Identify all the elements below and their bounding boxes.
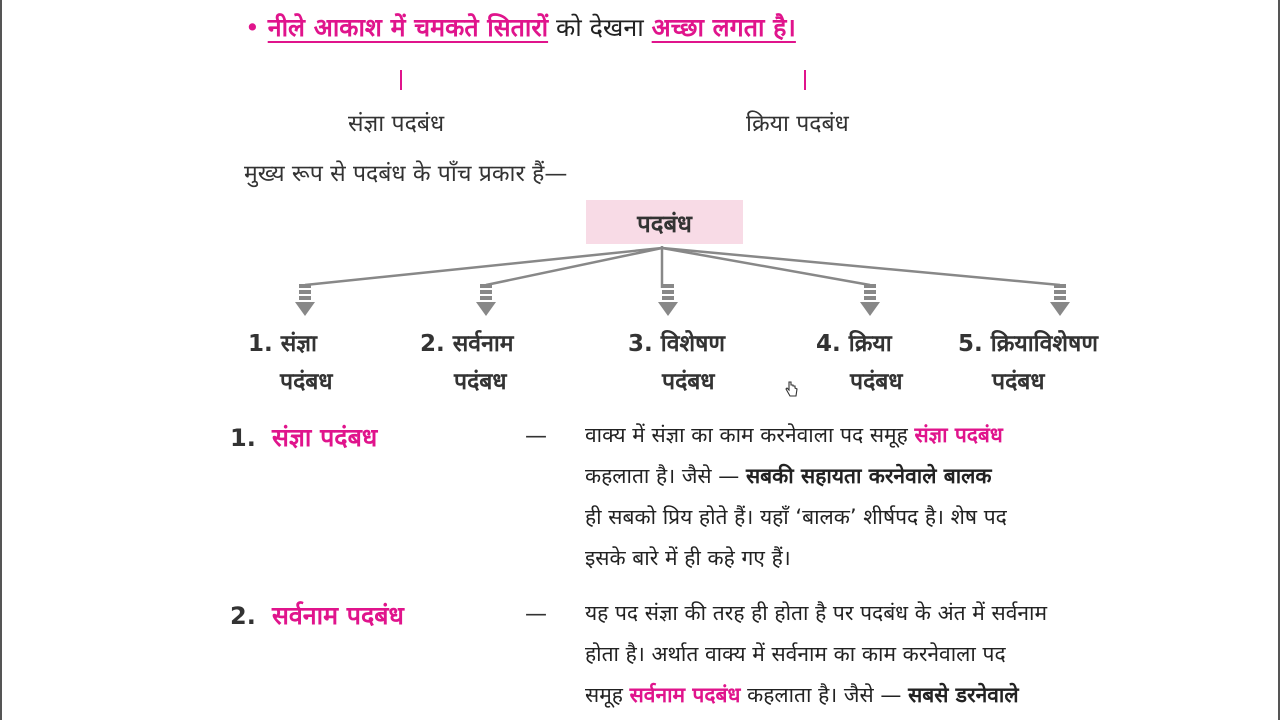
section-1-number: 1. (230, 424, 256, 452)
noun-phrase-label: संज्ञा पदबंध (348, 111, 445, 137)
branch-verb-line2: पदंबध (850, 369, 903, 395)
branch-noun-line2: पदंबध (280, 369, 333, 395)
pronoun-phrase-term: सर्वनाम पदबंध (629, 683, 741, 707)
branch-adverb-line1: 5. क्रियाविशेषण (958, 331, 1098, 357)
branch-adverb (958, 326, 1098, 396)
section-2-line-3: समूह सर्वनाम पदबंध कहलाता है। जैसे — सबसे डरनेवाले (585, 683, 1019, 707)
bullet: • (245, 13, 260, 42)
branch-adjective-line1: 3. विशेषण (628, 331, 726, 357)
section-1-description (585, 415, 1153, 579)
section-1-line-3: ही सबको प्रिय होते हैं। यहाँ ‘बालक’ शीर्षपद है। शेष पद (585, 505, 1007, 529)
branch-adjective (628, 326, 725, 396)
section-2-description (585, 593, 1153, 716)
section-1-line-2: कहलाता है। जैसे — सबकी सहायता करनेवाले बालक (585, 464, 992, 488)
section-2-title: सर्वनाम पदबंध (272, 601, 404, 630)
verb-phrase-part: अच्छा लगता है। (651, 13, 796, 42)
branch-pronoun-line2: पदंबध (454, 369, 507, 395)
branch-noun-line1: 1. संज्ञा (248, 331, 317, 357)
verb-phrase-label: क्रिया पदबंध (746, 111, 849, 137)
section-2-number: 2. (230, 602, 256, 630)
branch-pronoun-line1: 2. सर्वनाम (420, 331, 514, 357)
section-2-line-1: यह पद संज्ञा की तरह ही होता है पर पदबंध के अंत में सर्वनाम (585, 601, 1048, 625)
tree-root-label: पदबंध (637, 210, 692, 238)
section-2-line-2: होता है। अर्थात वाक्य में सर्वनाम का काम करनेवाला पद (585, 642, 1006, 666)
section-1-dash: — (525, 424, 547, 449)
arrow-5 (1050, 284, 1070, 316)
example-phrase-bold-2: सबसे डरनेवाले (908, 683, 1019, 707)
section-2-dash: — (525, 602, 547, 627)
down-arrows (295, 284, 1070, 316)
section-1-title: संज्ञा पदंबध (272, 423, 378, 452)
section-1-line-4: इसके बारे में ही कहे गए हैं। (585, 546, 791, 570)
arrow-2 (476, 284, 496, 316)
branch-adjective-line2: पदंबध (662, 369, 715, 395)
noun-phrase-part: नीले आकाश में चमकते सितारों (267, 13, 549, 42)
middle-part: को देखना (548, 13, 652, 42)
example-phrase-bold: सबकी सहायता करनेवाले बालक (745, 464, 992, 488)
arrow-4 (860, 284, 880, 316)
arrow-1 (295, 284, 315, 316)
branch-verb (816, 326, 903, 396)
arrow-3 (658, 284, 678, 316)
branch-verb-line1: 4. क्रिया (816, 331, 892, 357)
connector-lines (305, 246, 1060, 288)
section-1-line-1: वाक्य में संज्ञा का काम करनेवाला पद समूह संज्ञा पदबंध (585, 423, 1003, 447)
noun-phrase-term: संज्ञा पदबंध (914, 423, 1003, 447)
branch-adverb-line2: पदंबध (992, 369, 1045, 395)
branch-pronoun (420, 326, 514, 396)
intro-text: मुख्य रूप से पदबंध के पाँच प्रकार हैं— (244, 161, 568, 187)
hand-cursor-icon (784, 380, 800, 398)
branch-noun (248, 326, 333, 396)
